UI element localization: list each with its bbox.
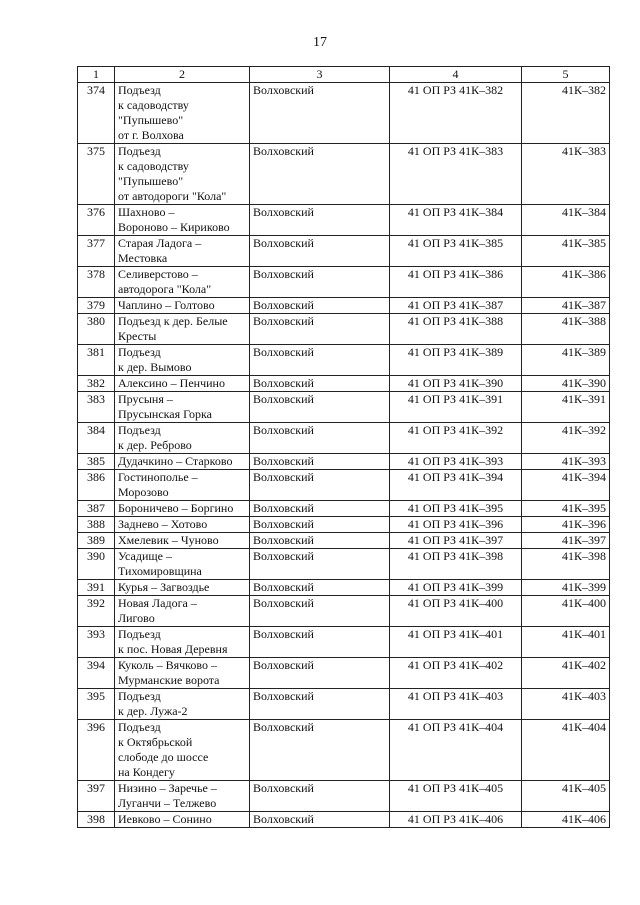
- road-id-code: 41 ОП РЗ 41К–382: [390, 83, 522, 144]
- road-short-code: 41К–400: [522, 596, 610, 627]
- row-number: 382: [78, 376, 115, 392]
- road-name: Подъезд к пос. Новая Деревня: [115, 627, 250, 658]
- district-name: Волховский: [250, 501, 390, 517]
- table-row: [78, 144, 610, 205]
- row-number: 396: [78, 720, 115, 781]
- district-name: Волховский: [250, 689, 390, 720]
- road-short-code: 41К–385: [522, 236, 610, 267]
- header-col-2: 2: [115, 67, 250, 83]
- road-name: Хмелевик – Чуново: [115, 533, 250, 549]
- road-id-code: 41 ОП РЗ 41К–402: [390, 658, 522, 689]
- road-name: Подъезд к дер. Лужа-2: [115, 689, 250, 720]
- district-name: Волховский: [250, 596, 390, 627]
- table-row: [78, 533, 610, 549]
- table-row: [78, 236, 610, 267]
- row-number: 397: [78, 781, 115, 812]
- row-number: 395: [78, 689, 115, 720]
- row-number: 389: [78, 533, 115, 549]
- road-short-code: 41К–402: [522, 658, 610, 689]
- road-name: Шахново – Вороново – Кириково: [115, 205, 250, 236]
- row-number: 385: [78, 454, 115, 470]
- district-name: Волховский: [250, 267, 390, 298]
- row-number: 391: [78, 580, 115, 596]
- table-row: [78, 470, 610, 501]
- road-short-code: 41К–394: [522, 470, 610, 501]
- table-row: [78, 658, 610, 689]
- table-row: [78, 689, 610, 720]
- row-number: 374: [78, 83, 115, 144]
- road-id-code: 41 ОП РЗ 41К–391: [390, 392, 522, 423]
- road-id-code: 41 ОП РЗ 41К–389: [390, 345, 522, 376]
- table-row: [78, 627, 610, 658]
- road-name: Гостинополье – Морозово: [115, 470, 250, 501]
- header-col-1: 1: [78, 67, 115, 83]
- road-id-code: 41 ОП РЗ 41К–387: [390, 298, 522, 314]
- header-col-3: 3: [250, 67, 390, 83]
- road-name: Иевково – Сонино: [115, 812, 250, 828]
- road-short-code: 41К–386: [522, 267, 610, 298]
- road-id-code: 41 ОП РЗ 41К–406: [390, 812, 522, 828]
- table-row: [78, 454, 610, 470]
- row-number: 386: [78, 470, 115, 501]
- district-name: Волховский: [250, 549, 390, 580]
- road-short-code: 41К–406: [522, 812, 610, 828]
- district-name: Волховский: [250, 144, 390, 205]
- page-number: 17: [313, 35, 327, 50]
- row-number: 378: [78, 267, 115, 298]
- row-number: 384: [78, 423, 115, 454]
- road-short-code: 41К–393: [522, 454, 610, 470]
- road-name: Старая Ладога – Местовка: [115, 236, 250, 267]
- road-short-code: 41К–404: [522, 720, 610, 781]
- road-id-code: 41 ОП РЗ 41К–388: [390, 314, 522, 345]
- road-id-code: 41 ОП РЗ 41К–395: [390, 501, 522, 517]
- table-row: [78, 423, 610, 454]
- district-name: Волховский: [250, 205, 390, 236]
- table-body: [78, 83, 610, 828]
- road-short-code: 41К–383: [522, 144, 610, 205]
- road-name: Подъезд к дер. Реброво: [115, 423, 250, 454]
- road-short-code: 41К–401: [522, 627, 610, 658]
- header-col-4: 4: [390, 67, 522, 83]
- road-id-code: 41 ОП РЗ 41К–393: [390, 454, 522, 470]
- row-number: 383: [78, 392, 115, 423]
- row-number: 375: [78, 144, 115, 205]
- district-name: Волховский: [250, 781, 390, 812]
- district-name: Волховский: [250, 314, 390, 345]
- road-short-code: 41К–395: [522, 501, 610, 517]
- road-id-code: 41 ОП РЗ 41К–401: [390, 627, 522, 658]
- table-row: [78, 267, 610, 298]
- road-short-code: 41К–405: [522, 781, 610, 812]
- row-number: 388: [78, 517, 115, 533]
- table-row: [78, 392, 610, 423]
- road-id-code: 41 ОП РЗ 41К–384: [390, 205, 522, 236]
- road-short-code: 41К–397: [522, 533, 610, 549]
- district-name: Волховский: [250, 83, 390, 144]
- road-name: Подъезд к садоводству "Пупышево" от г. Волхова: [115, 83, 250, 144]
- row-number: 394: [78, 658, 115, 689]
- road-short-code: 41К–391: [522, 392, 610, 423]
- table-row: [78, 501, 610, 517]
- road-short-code: 41К–390: [522, 376, 610, 392]
- road-short-code: 41К–388: [522, 314, 610, 345]
- table-row: [78, 205, 610, 236]
- district-name: Волховский: [250, 517, 390, 533]
- road-name: Прусыня – Прусынская Горка: [115, 392, 250, 423]
- road-id-code: 41 ОП РЗ 41К–404: [390, 720, 522, 781]
- road-id-code: 41 ОП РЗ 41К–394: [390, 470, 522, 501]
- district-name: Волховский: [250, 345, 390, 376]
- road-short-code: 41К–403: [522, 689, 610, 720]
- road-id-code: 41 ОП РЗ 41К–386: [390, 267, 522, 298]
- road-name: Селиверстово – автодорога "Кола": [115, 267, 250, 298]
- district-name: Волховский: [250, 298, 390, 314]
- road-id-code: 41 ОП РЗ 41К–403: [390, 689, 522, 720]
- road-short-code: 41К–382: [522, 83, 610, 144]
- road-name: Подъезд к садоводству "Пупышево" от автодороги "Кола": [115, 144, 250, 205]
- road-name: Алексино – Пенчино: [115, 376, 250, 392]
- road-name: Усадище – Тихомировщина: [115, 549, 250, 580]
- district-name: Волховский: [250, 376, 390, 392]
- row-number: 376: [78, 205, 115, 236]
- row-number: 381: [78, 345, 115, 376]
- district-name: Волховский: [250, 533, 390, 549]
- table-row: [78, 549, 610, 580]
- road-name: Низино – Заречье – Луганчи – Телжево: [115, 781, 250, 812]
- district-name: Волховский: [250, 236, 390, 267]
- table-row: [78, 517, 610, 533]
- header-row: [78, 67, 610, 83]
- road-short-code: 41К–384: [522, 205, 610, 236]
- road-name: Подъезд к Октябрьской слободе до шоссе на Кондегу: [115, 720, 250, 781]
- road-id-code: 41 ОП РЗ 41К–390: [390, 376, 522, 392]
- row-number: 380: [78, 314, 115, 345]
- table-row: [78, 83, 610, 144]
- row-number: 393: [78, 627, 115, 658]
- district-name: Волховский: [250, 470, 390, 501]
- road-name: Подъезд к дер. Вымово: [115, 345, 250, 376]
- road-short-code: 41К–399: [522, 580, 610, 596]
- road-id-code: 41 ОП РЗ 41К–383: [390, 144, 522, 205]
- road-short-code: 41К–387: [522, 298, 610, 314]
- district-name: Волховский: [250, 627, 390, 658]
- table-row: [78, 812, 610, 828]
- row-number: 387: [78, 501, 115, 517]
- table-row: [78, 596, 610, 627]
- table-row: [78, 314, 610, 345]
- row-number: 390: [78, 549, 115, 580]
- table-row: [78, 781, 610, 812]
- table-row: [78, 580, 610, 596]
- district-name: Волховский: [250, 658, 390, 689]
- district-name: Волховский: [250, 580, 390, 596]
- road-short-code: 41К–389: [522, 345, 610, 376]
- table-row: [78, 720, 610, 781]
- district-name: Волховский: [250, 812, 390, 828]
- row-number: 398: [78, 812, 115, 828]
- road-id-code: 41 ОП РЗ 41К–385: [390, 236, 522, 267]
- district-name: Волховский: [250, 392, 390, 423]
- road-name: Подъезд к дер. Белые Кресты: [115, 314, 250, 345]
- table-row: [78, 298, 610, 314]
- district-name: Волховский: [250, 720, 390, 781]
- roads-table: [77, 66, 610, 828]
- road-id-code: 41 ОП РЗ 41К–397: [390, 533, 522, 549]
- road-id-code: 41 ОП РЗ 41К–400: [390, 596, 522, 627]
- table-row: [78, 345, 610, 376]
- road-id-code: 41 ОП РЗ 41К–398: [390, 549, 522, 580]
- road-id-code: 41 ОП РЗ 41К–392: [390, 423, 522, 454]
- road-short-code: 41К–392: [522, 423, 610, 454]
- road-name: Новая Ладога – Лигово: [115, 596, 250, 627]
- road-id-code: 41 ОП РЗ 41К–399: [390, 580, 522, 596]
- road-name: Бороничево – Боргино: [115, 501, 250, 517]
- road-name: Чаплино – Голтово: [115, 298, 250, 314]
- road-name: Куколь – Вячково – Мурманские ворота: [115, 658, 250, 689]
- road-name: Заднево – Хотово: [115, 517, 250, 533]
- table-row: [78, 376, 610, 392]
- road-name: Дудачкино – Старково: [115, 454, 250, 470]
- header-col-5: 5: [522, 67, 610, 83]
- road-id-code: 41 ОП РЗ 41К–405: [390, 781, 522, 812]
- row-number: 377: [78, 236, 115, 267]
- road-name: Курья – Загвоздье: [115, 580, 250, 596]
- district-name: Волховский: [250, 423, 390, 454]
- road-id-code: 41 ОП РЗ 41К–396: [390, 517, 522, 533]
- district-name: Волховский: [250, 454, 390, 470]
- row-number: 392: [78, 596, 115, 627]
- row-number: 379: [78, 298, 115, 314]
- road-short-code: 41К–398: [522, 549, 610, 580]
- road-short-code: 41К–396: [522, 517, 610, 533]
